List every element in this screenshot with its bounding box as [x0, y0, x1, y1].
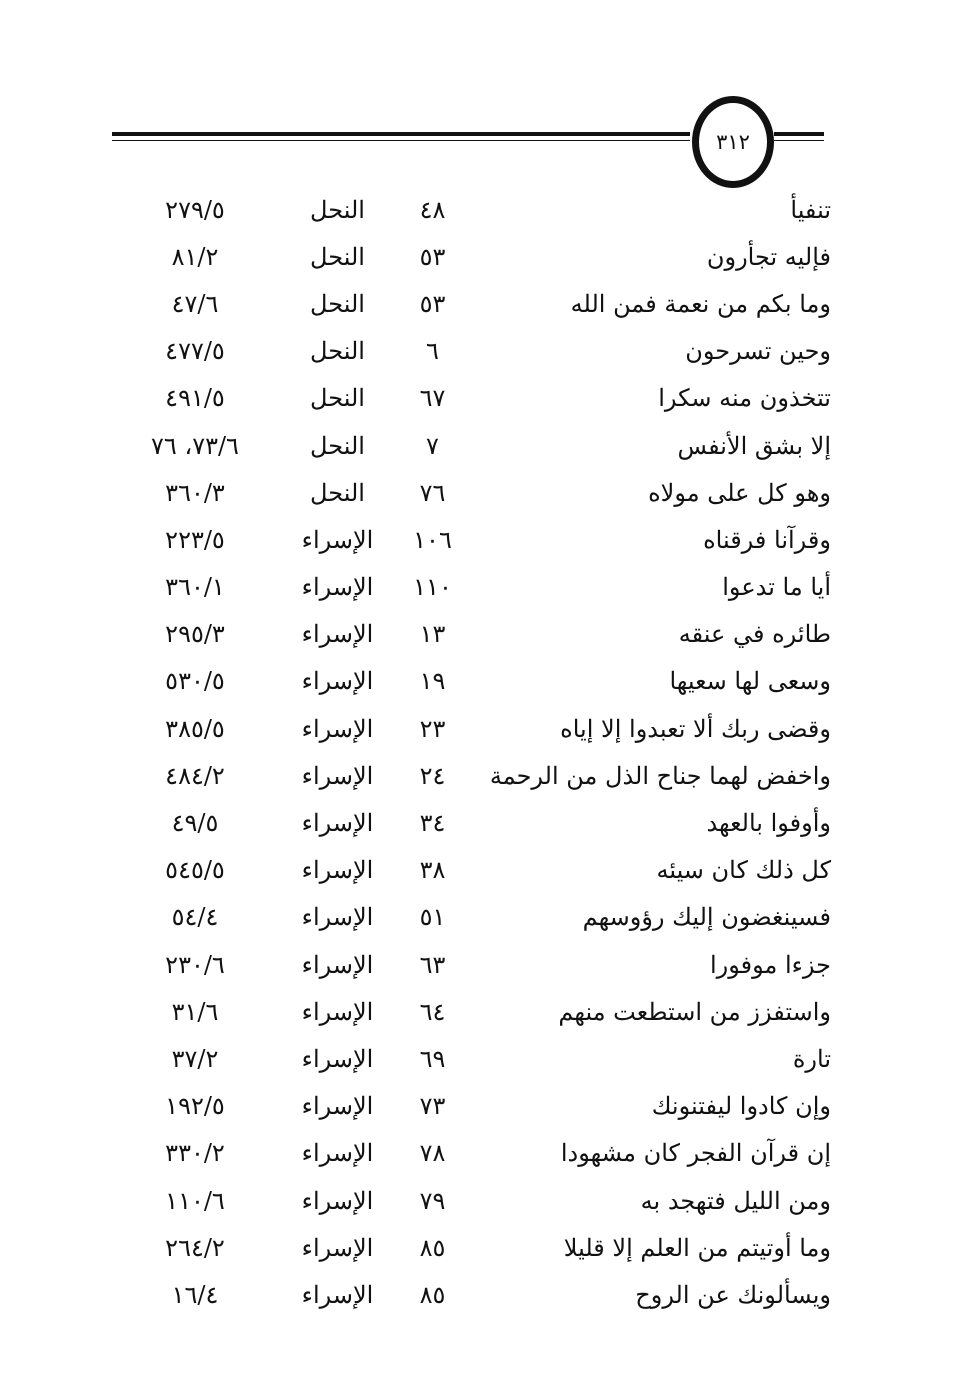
verse-phrase: تنفيأ [790, 195, 831, 224]
volume-page-reference: ٢٢٣/٥ [165, 525, 225, 554]
volume-page-reference: ٢٣٠/٦ [165, 950, 225, 979]
surah-name: الإسراء [301, 1044, 374, 1073]
verse-number: ١١٠ [413, 573, 452, 602]
verse-phrase: جزءا موفورا [709, 950, 831, 979]
index-row [0, 658, 955, 705]
header-rule-thick [112, 132, 690, 136]
index-row [0, 799, 955, 846]
verse-number: ٧٩ [419, 1186, 446, 1215]
verse-phrase: وسعى لها سعيها [669, 667, 831, 696]
surah-name: النحل [310, 384, 365, 413]
verse-number: ٢٤ [419, 761, 446, 790]
surah-name: الإسراء [301, 1186, 374, 1215]
surah-name: النحل [310, 337, 365, 366]
verse-number: ٦٩ [419, 1044, 446, 1073]
volume-page-reference: ٧٣/٦، ٧٦ [151, 431, 239, 460]
verse-phrase: طائره في عنقه [678, 620, 831, 649]
verse-phrase: وأوفوا بالعهد [706, 809, 831, 838]
index-row [0, 705, 955, 752]
index-row [0, 752, 955, 799]
verse-number: ١٩ [419, 667, 446, 696]
index-row [0, 1224, 955, 1271]
verse-phrase: ويسألونك عن الروح [635, 1280, 831, 1309]
volume-page-reference: ٥٤/٤ [171, 903, 219, 932]
volume-page-reference: ٣١/٦ [171, 997, 219, 1026]
verse-number: ٣٨ [419, 856, 446, 885]
page-number: ٣١٢ [716, 129, 750, 154]
volume-page-reference: ٤٧٧/٥ [165, 337, 225, 366]
index-row [0, 988, 955, 1035]
volume-page-reference: ٤٨٤/٢ [165, 761, 225, 790]
verse-phrase: واستفزز من استطعت منهم [558, 997, 831, 1026]
volume-page-reference: ٢٦٤/٢ [165, 1233, 225, 1262]
surah-name: الإسراء [301, 573, 374, 602]
surah-name: الإسراء [301, 525, 374, 554]
verse-phrase: وهو كل على مولاه [648, 478, 831, 507]
volume-page-reference: ٥٣٠/٥ [165, 667, 225, 696]
index-row [0, 186, 955, 233]
verse-number: ٧٦ [419, 478, 446, 507]
index-row [0, 328, 955, 375]
verse-phrase: وإن كادوا ليفتنونك [651, 1092, 831, 1121]
volume-page-reference: ٣٨٥/٥ [165, 714, 225, 743]
index-row [0, 564, 955, 611]
volume-page-reference: ٤٩١/٥ [165, 384, 225, 413]
verse-phrase: تتخذون منه سكرا [658, 384, 831, 413]
volume-page-reference: ٥٤٥/٥ [165, 856, 225, 885]
index-row [0, 894, 955, 941]
verse-number: ٥٣ [419, 242, 446, 271]
verse-phrase: وقضى ربك ألا تعبدوا إلا إياه [560, 714, 831, 743]
volume-page-reference: ٣٦٠/١ [165, 573, 225, 602]
surah-name: الإسراء [301, 1092, 374, 1121]
page-header [112, 96, 824, 186]
index-row [0, 1083, 955, 1130]
index-row [0, 847, 955, 894]
surah-name: النحل [310, 478, 365, 507]
surah-name: النحل [310, 195, 365, 224]
verse-index-table [0, 186, 955, 1319]
verse-number: ٣٤ [419, 809, 446, 838]
surah-name: الإسراء [301, 997, 374, 1026]
verse-number: ٦ [426, 337, 439, 366]
volume-page-reference: ٨١/٢ [171, 242, 219, 271]
verse-phrase: ومن الليل فتهجد به [640, 1186, 831, 1215]
index-row [0, 611, 955, 658]
verse-phrase: إلا بشق الأنفس [677, 431, 831, 460]
index-row [0, 1035, 955, 1082]
surah-name: النحل [310, 242, 365, 271]
verse-number: ٦٧ [419, 384, 446, 413]
verse-phrase: إن قرآن الفجر كان مشهودا [560, 1139, 831, 1168]
surah-name: الإسراء [301, 714, 374, 743]
verse-number: ٨٥ [419, 1233, 446, 1262]
surah-name: الإسراء [301, 950, 374, 979]
surah-name: الإسراء [301, 903, 374, 932]
header-rule-thick-right [774, 132, 824, 136]
volume-page-reference: ٣٦٠/٣ [165, 478, 225, 507]
surah-name: النحل [310, 289, 365, 318]
verse-number: ١٠٦ [413, 525, 452, 554]
verse-number: ٢٣ [419, 714, 446, 743]
index-row [0, 233, 955, 280]
surah-name: الإسراء [301, 856, 374, 885]
verse-phrase: أيا ما تدعوا [722, 573, 831, 602]
surah-name: الإسراء [301, 809, 374, 838]
verse-phrase: تارة [792, 1044, 831, 1073]
volume-page-reference: ٤٩/٥ [171, 809, 219, 838]
verse-number: ١٣ [419, 620, 446, 649]
volume-page-reference: ١٩٢/٥ [165, 1092, 225, 1121]
index-row [0, 422, 955, 469]
surah-name: النحل [310, 431, 365, 460]
volume-page-reference: ٣٣٠/٢ [165, 1139, 225, 1168]
surah-name: الإسراء [301, 1280, 374, 1309]
index-row [0, 516, 955, 563]
verse-number: ٧ [426, 431, 439, 460]
verse-number: ٧٨ [419, 1139, 446, 1168]
header-rule-thin [112, 140, 690, 141]
index-row [0, 941, 955, 988]
index-row [0, 375, 955, 422]
index-row [0, 1271, 955, 1318]
volume-page-reference: ٢٩٥/٣ [165, 620, 225, 649]
verse-phrase: وما أوتيتم من العلم إلا قليلا [563, 1233, 831, 1262]
surah-name: الإسراء [301, 1139, 374, 1168]
index-row [0, 469, 955, 516]
index-row [0, 1130, 955, 1177]
verse-number: ٨٥ [419, 1280, 446, 1309]
verse-phrase: كل ذلك كان سيئه [656, 856, 831, 885]
index-row [0, 280, 955, 327]
verse-number: ٧٣ [419, 1092, 446, 1121]
index-row [0, 1177, 955, 1224]
surah-name: الإسراء [301, 667, 374, 696]
surah-name: الإسراء [301, 620, 374, 649]
verse-number: ٤٨ [419, 195, 446, 224]
verse-phrase: فسينغضون إليك رؤوسهم [582, 903, 831, 932]
volume-page-reference: ١١٠/٦ [165, 1186, 225, 1215]
volume-page-reference: ١٦/٤ [171, 1280, 219, 1309]
verse-number: ٥١ [419, 903, 446, 932]
volume-page-reference: ٢٧٩/٥ [165, 195, 225, 224]
page-number-ring [692, 96, 774, 188]
verse-phrase: وقرآنا فرقناه [703, 525, 831, 554]
verse-phrase: واخفض لهما جناح الذل من الرحمة [489, 761, 831, 790]
volume-page-reference: ٣٧/٢ [171, 1044, 219, 1073]
verse-number: ٦٤ [419, 997, 446, 1026]
surah-name: الإسراء [301, 1233, 374, 1262]
volume-page-reference: ٤٧/٦ [171, 289, 219, 318]
header-rule-thin-right [774, 140, 824, 141]
verse-number: ٥٣ [419, 289, 446, 318]
verse-number: ٦٣ [419, 950, 446, 979]
verse-phrase: وما بكم من نعمة فمن الله [570, 289, 831, 318]
verse-phrase: فإليه تجأرون [706, 242, 831, 271]
verse-phrase: وحين تسرحون [685, 337, 831, 366]
surah-name: الإسراء [301, 761, 374, 790]
